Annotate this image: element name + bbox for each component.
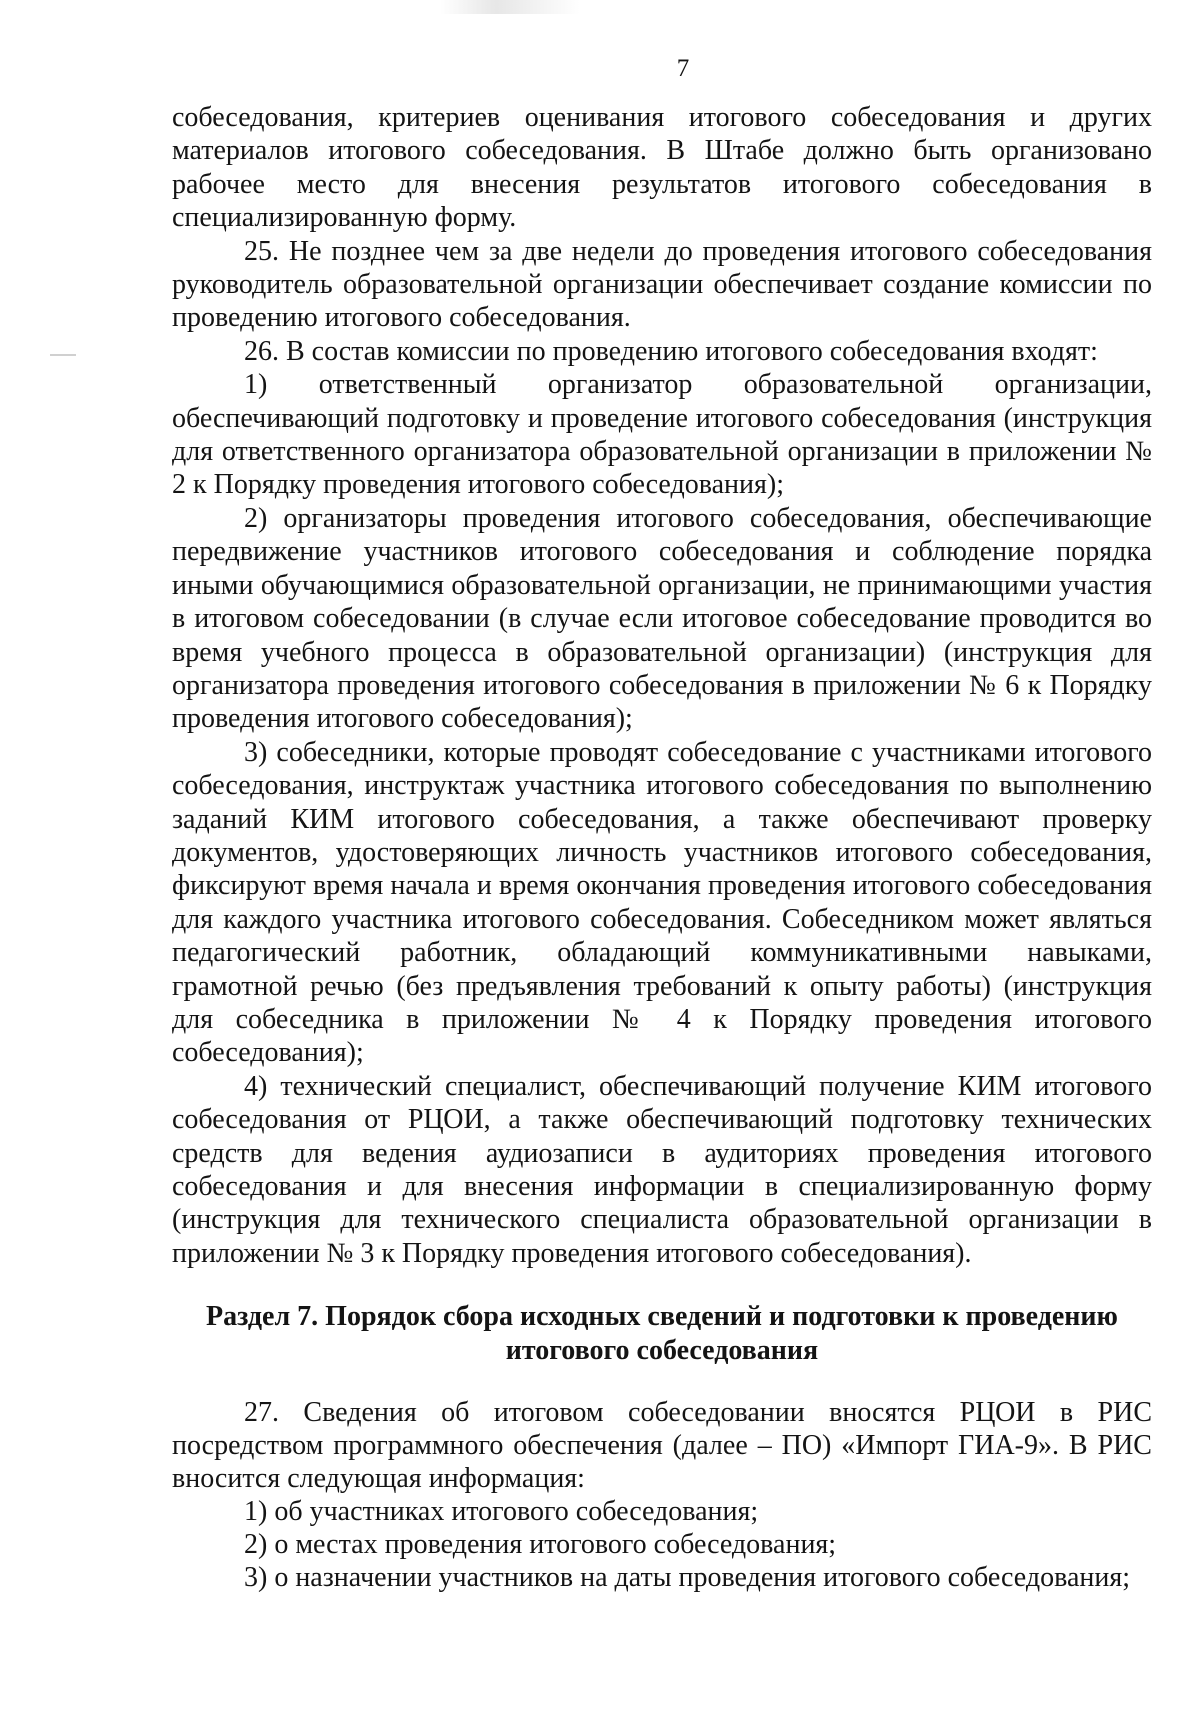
list-item-1: 1) ответственный организатор образовательной организации, обеспечивающий подготовку и проведение итогового собеседования (инструкция для ответственного организатора образовательной организации в приложении № 2 к Порядку проведения итогового собеседования);	[172, 369, 1152, 501]
section-7-body	[172, 1396, 1152, 1594]
list-item-4: 4) технический специалист, обеспечивающий получение КИМ итогового собеседования от РЦОИ, а также обеспечивающий подготовку технических средств для ведения аудиозаписи в аудиториях проведения итогового собеседования и для внесения информации в специализированную форму (инструкция для технического специалиста образовательной организации в приложении № 3 к Порядку проведения итогового собеседования).	[172, 1070, 1152, 1269]
paragraph-continuation: собеседования, критериев оценивания итогового собеседования и других материалов итогового собеседования. В Штабе должно быть организовано рабочее место для внесения результатов итогового собеседования в специализированную форму.	[172, 102, 1152, 234]
info-list-item-3: 3) о назначении участников на даты проведения итогового собеседования;	[244, 1562, 1130, 1594]
paragraph-item-25: 25. Не позднее чем за две недели до проведения итогового собеседования руководитель образовательной организации обеспечивает создание комиссии по проведению итогового собеседования.	[172, 235, 1152, 334]
list-item-3: 3) собеседники, которые проводят собеседование с участниками итогового собеседования, инструктаж участника итогового собеседования по выполнению заданий КИМ итогового собеседования, а также обеспечивают проверку документов, удостоверяющих личность участников итогового собеседования, фиксируют время начала и время окончания проведения итогового собеседования для каждого участника итогового собеседования. Собеседником может являться педагогический работник, обладающий коммуникативными навыками, грамотной речью (без предъявления требований к опыту работы) (инструкция для собеседника в приложении № 4 к Порядку проведения итогового собеседования);	[172, 736, 1152, 1069]
scan-artifact	[440, 0, 580, 14]
section-heading-line-2: итогового собеседования	[505, 1335, 819, 1367]
page-number: 7	[676, 55, 690, 82]
paragraph-item-26: 26. В состав комиссии по проведению итогового собеседования входят:	[244, 335, 1098, 367]
list-item-2: 2) организаторы проведения итогового собеседования, обеспечивающие передвижение участников итогового собеседования и соблюдение порядка иными обучающимися образовательной организации, не принимающими участия в итоговом собеседовании (в случае если итоговое собеседование проводится во время учебного процесса в образовательной организации) (инструкция для организатора проведения итогового собеседования в приложении № 6 к Порядку проведения итогового собеседования);	[172, 502, 1152, 735]
scan-margin-mark	[50, 354, 76, 356]
info-list-item-1: 1) об участниках итогового собеседования;	[244, 1496, 759, 1528]
section-heading	[172, 1300, 1152, 1368]
info-list-item-2: 2) о местах проведения итогового собеседования;	[244, 1529, 837, 1561]
section-heading-line-1: Раздел 7. Порядок сбора исходных сведений и подготовки к проведению	[206, 1301, 1118, 1333]
document-body	[172, 101, 1152, 1270]
paragraph-item-27: 27. Сведения об итоговом собеседовании вносятся РЦОИ в РИС посредством программного обеспечения (далее – ПО) «Импорт ГИА-9». В РИС вносится следующая информация:	[172, 1397, 1152, 1495]
